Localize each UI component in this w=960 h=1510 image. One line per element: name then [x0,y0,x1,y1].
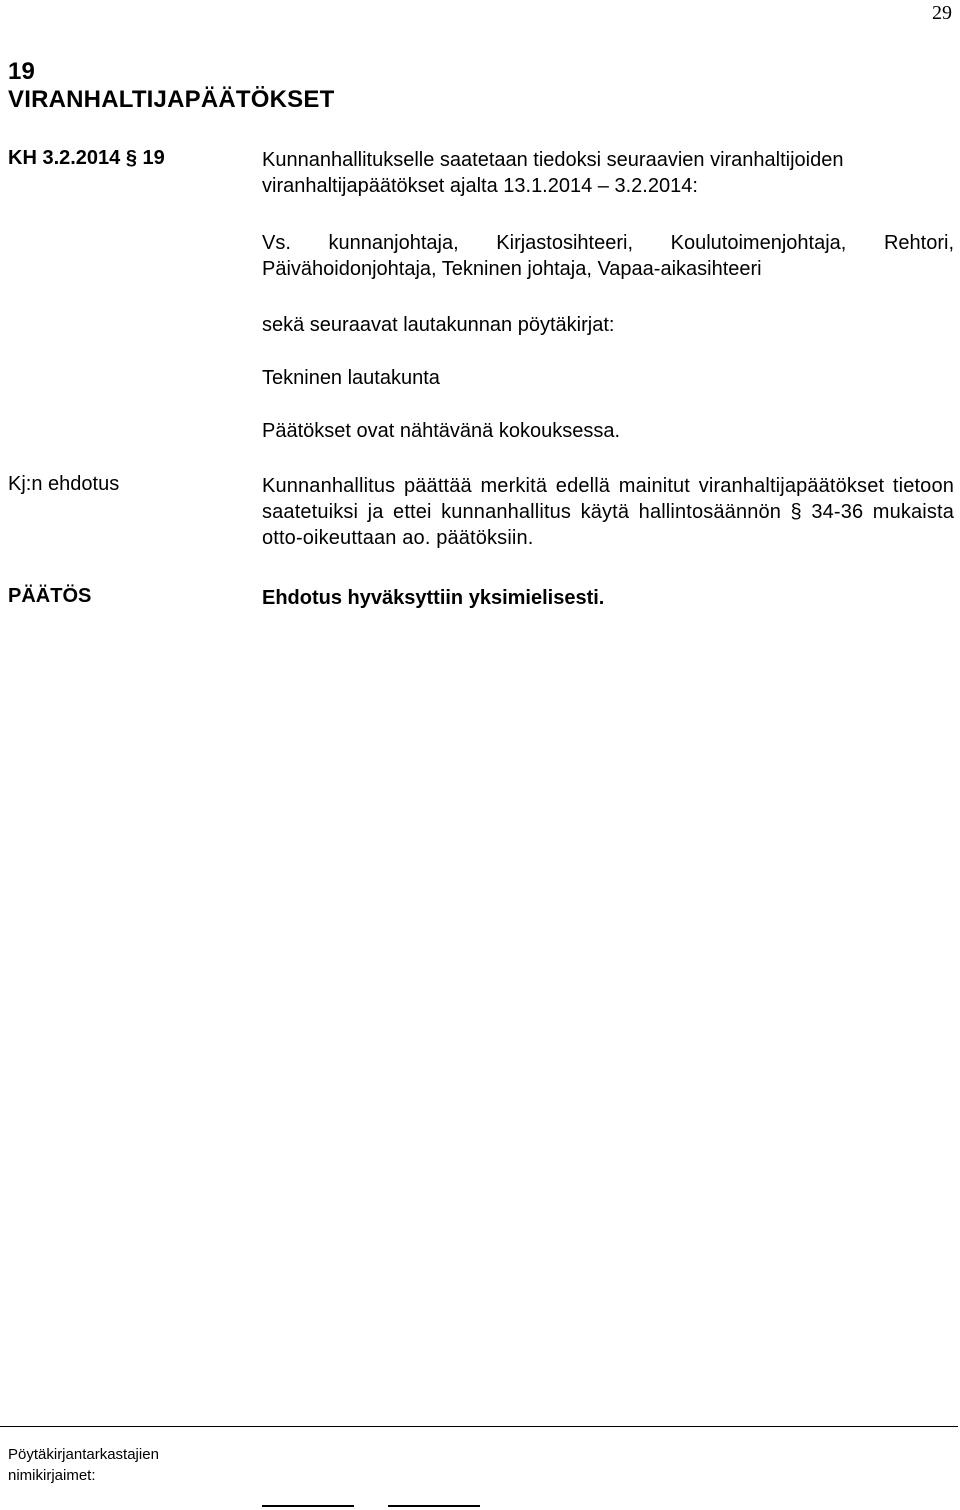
decisions-available-note: Päätökset ovat nähtävänä kokouksessa. [262,420,621,442]
footer-divider [0,1426,958,1427]
officials-list: Vs. kunnanjohtaja, Kirjastosihteeri, Koulutoimenjohtaja, Rehtori, Päivähoidonjohtaja, Tekninen johtaja, Vapaa-aikasihteeri [262,232,954,280]
section-number: 19 [8,58,36,85]
footer-initials-label: Pöytäkirjantarkastajien nimikirjaimet: [8,1446,159,1484]
initials-line-1 [262,1505,354,1507]
proposal-label: Kj:n ehdotus [8,473,120,495]
protocols-intro: sekä seuraavat lautakunnan pöytäkirjat: [262,314,615,336]
initials-line-2 [388,1505,480,1507]
intro-text: Kunnanhallitukselle saatetaan tiedoksi seuraavien viranhaltijoiden viranhaltijapäätökset ajalta 13.1.2014 – 3.2.2014: [262,149,844,197]
decision-text: Ehdotus hyväksyttiin yksimielisesti. [262,587,605,609]
board-name: Tekninen lautakunta [262,367,440,389]
meeting-reference: KH 3.2.2014 § 19 [8,147,165,169]
section-title: VIRANHALTIJAPÄÄTÖKSET [8,86,335,113]
decision-label: PÄÄTÖS [8,585,92,607]
section-heading [8,58,334,114]
proposal-text: Kunnanhallitus päättää merkitä edellä mainitut viranhaltijapäätökset tietoon saatetuiksi ja ettei kunnanhallitus käytä hallintosäännön § 34-36 mukaista otto-oikeuttaan ao. päätöksiin. [262,475,954,549]
page-number: 29 [932,2,952,24]
